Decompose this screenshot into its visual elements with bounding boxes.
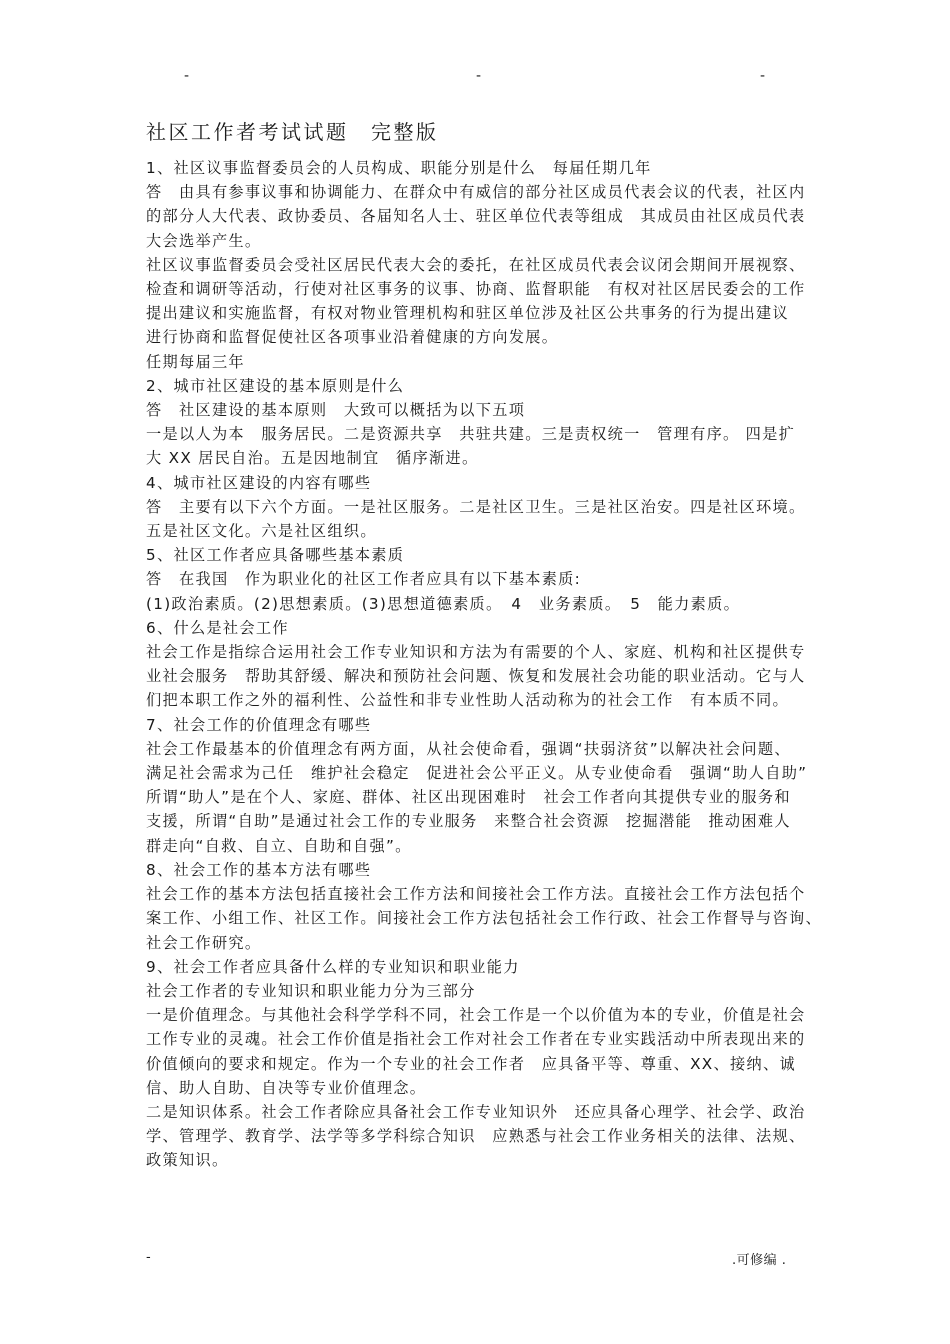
text-line: 政策知识。 bbox=[146, 1151, 229, 1170]
text-line: 大会选举产生。 bbox=[146, 231, 262, 250]
text-line: 二是知识体系。社会工作者除应具备社会工作专业知识外 还应具备心理学、社会学、政治 bbox=[146, 1102, 806, 1121]
text-line: 8、社会工作的基本方法有哪些 bbox=[146, 860, 372, 879]
header-mark-center: - bbox=[476, 68, 482, 84]
text-line: 进行协商和监督促使社区各项事业沿着健康的方向发展。 bbox=[146, 328, 559, 347]
text-line: 检查和调研等活动，行使对社区事务的议事、协商、监督职能 有权对社区居民委会的工作 bbox=[146, 280, 806, 299]
header-mark-left: - bbox=[184, 68, 190, 84]
text-line: 一是价值理念。与其他社会科学学科不同，社会工作是一个以价值为本的专业，价值是社会 bbox=[146, 1006, 806, 1025]
text-line: 社会工作者的专业知识和职业能力分为三部分 bbox=[146, 981, 476, 1000]
text-line: 4、城市社区建设的内容有哪些 bbox=[146, 473, 372, 492]
text-lines bbox=[146, 156, 822, 1173]
text-line: 1、社区议事监督委员会的人员构成、职能分别是什么 每届任期几年 bbox=[146, 159, 652, 177]
text-line: 案工作、小组工作、社区工作。间接社会工作方法包括社会工作行政、社会工作督导与咨询、 bbox=[146, 909, 822, 928]
text-line: 学、管理学、教育学、法学等多学科综合知识 应熟悉与社会工作业务相关的法律、法规、 bbox=[146, 1127, 806, 1146]
text-line: 价值倾向的要求和规定。作为一个专业的社会工作者 应具备平等、尊重、XX、接纳、诚 bbox=[146, 1054, 796, 1073]
footer-mark-left: - bbox=[146, 1250, 151, 1265]
text-line: 五是社区文化。六是社区组织。 bbox=[146, 522, 377, 541]
text-line: 任期每届三年 bbox=[146, 352, 245, 371]
footer-note: .可修编 . bbox=[732, 1253, 787, 1268]
text-line: 信、助人自助、自决等专业价值理念。 bbox=[146, 1078, 427, 1097]
document-body bbox=[146, 118, 822, 1173]
text-line: 群走向“自救、自立、自助和自强”。 bbox=[146, 836, 412, 855]
text-line: 答 由具有参事议事和协调能力、在群众中有威信的部分社区成员代表会议的代表，社区内 bbox=[146, 183, 806, 202]
document-title: 社区工作者考试试题 完整版 bbox=[146, 120, 439, 144]
text-line: 2、城市社区建设的基本原则是什么 bbox=[146, 376, 405, 395]
text-line: 社会工作是指综合运用社会工作专业知识和方法为有需要的个人、家庭、机构和社区提供专 bbox=[146, 643, 806, 662]
text-line: 提出建议和实施监督，有权对物业管理机构和驻区单位涉及社区公共事务的行为提出建议 bbox=[146, 304, 790, 323]
text-line: 支援，所谓“自助”是通过社会工作的专业服务 来整合社会资源 挖掘潜能 推动困难人 bbox=[146, 812, 791, 831]
text-line: 答 在我国 作为职业化的社区工作者应具有以下基本素质: bbox=[146, 570, 582, 589]
text-line: 7、社会工作的价值理念有哪些 bbox=[146, 715, 372, 734]
text-line: 们把本职工作之外的福利性、公益性和非专业性助人活动称为的社会工作 有本质不同。 bbox=[146, 691, 790, 710]
text-line: 大 XX 居民自治。五是因地制宜 循序渐进。 bbox=[146, 449, 479, 468]
text-line: 9、社会工作者应具备什么样的专业知识和职业能力 bbox=[146, 957, 520, 976]
text-line: 社会工作最基本的价值理念有两方面，从社会使命看，强调“扶弱济贫”以解决社会问题、 bbox=[146, 739, 791, 758]
text-line: 社会工作研究。 bbox=[146, 933, 262, 952]
text-line: 社会工作的基本方法包括直接社会工作方法和间接社会工作方法。直接社会工作方法包括个 bbox=[146, 885, 806, 904]
text-line: 6、什么是社会工作 bbox=[146, 618, 289, 637]
text-line: 答 主要有以下六个方面。一是社区服务。二是社区卫生。三是社区治安。四是社区环境。 bbox=[146, 497, 806, 516]
text-line: 所谓“助人”是在个人、家庭、群体、社区出现困难时 社会工作者向其提供专业的服务和 bbox=[146, 788, 791, 807]
text-line: 社区议事监督委员会受社区居民代表大会的委托，在社区成员代表会议闭会期间开展视察、 bbox=[146, 255, 806, 274]
text-line: 答 社区建设的基本原则 大致可以概括为以下五项 bbox=[146, 401, 526, 420]
text-line: 工作专业的灵魂。社会工作价值是指社会工作对社会工作者在专业实践活动中所表现出来的 bbox=[146, 1030, 806, 1049]
header-mark-right: - bbox=[760, 68, 766, 84]
text-line: 业社会服务 帮助其舒缓、解决和预防社会问题、恢复和发展社会功能的职业活动。它与人 bbox=[146, 667, 806, 686]
text-line: 的部分人大代表、政协委员、各届知名人士、驻区单位代表等组成 其成员由社区成员代表 bbox=[146, 207, 806, 226]
text-line: 5、社区工作者应具备哪些基本素质 bbox=[146, 546, 405, 565]
text-line: 满足社会需求为己任 维护社会稳定 促进社会公平正义。从专业使命看 强调“助人自助” bbox=[146, 764, 808, 783]
text-line: (1)政治素质。(2)思想素质。(3)思想道德素质。 4 业务素质。 5 能力素质。 bbox=[146, 594, 741, 613]
text-line: 一是以人为本 服务居民。二是资源共享 共驻共建。三是责权统一 管理有序。 四是扩 bbox=[146, 425, 796, 444]
